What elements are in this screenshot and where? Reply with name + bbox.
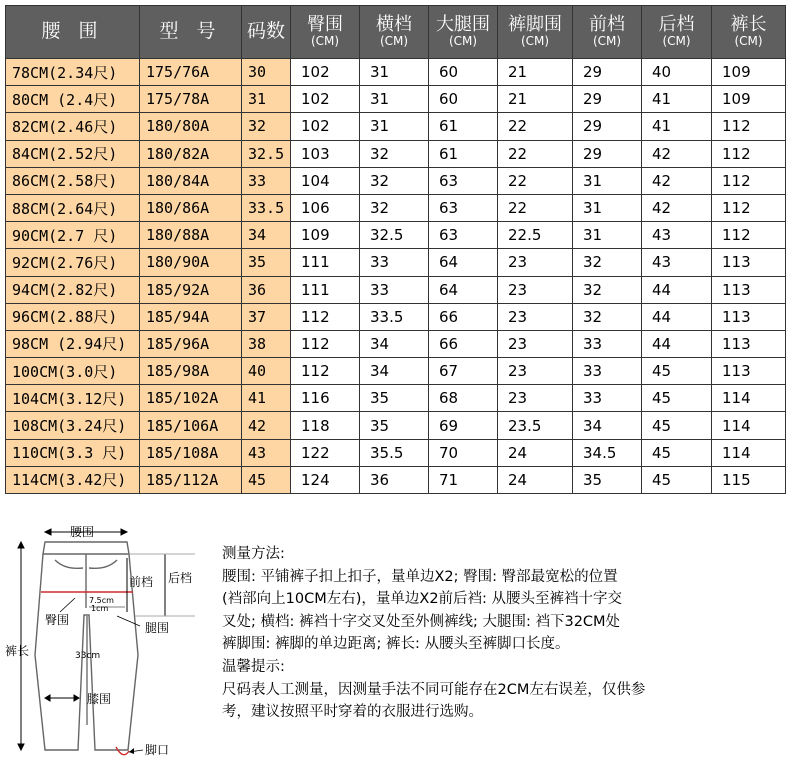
cell-crotch-width: 31 <box>360 86 429 113</box>
cell-code: 32 <box>242 113 291 140</box>
cell-hip: 103 <box>291 140 360 167</box>
back-rise-label: 后档 <box>168 571 193 585</box>
cell-thigh: 61 <box>429 113 498 140</box>
cell-model: 180/86A <box>140 194 242 221</box>
cell-waist: 82CM(2.46尺) <box>6 113 140 140</box>
cell-waist: 90CM(2.7 尺) <box>6 222 140 249</box>
cell-hem: 23 <box>498 249 573 276</box>
cell-back-rise: 43 <box>642 222 712 249</box>
cell-hip: 104 <box>291 167 360 194</box>
dim-7-5cm: 7.5cm <box>89 596 114 605</box>
cell-hem: 22 <box>498 194 573 221</box>
cell-thigh: 67 <box>429 358 498 385</box>
cell-front-rise: 29 <box>573 140 642 167</box>
cell-back-rise: 45 <box>642 412 712 439</box>
header-waist: 腰 围 <box>6 6 140 59</box>
tip-line-2: 考，建议按照平时穿着的衣服进行选购。 <box>222 704 483 721</box>
cell-crotch-width: 35.5 <box>360 439 429 466</box>
tip-line-1: 尺码表人工测量，因测量手法不同可能存在2CM左右误差，仅供参 <box>222 681 646 698</box>
cell-hip: 112 <box>291 330 360 357</box>
cell-waist: 98CM (2.94尺) <box>6 330 140 357</box>
cell-waist: 88CM(2.64尺) <box>6 194 140 221</box>
table-row <box>6 276 786 303</box>
cell-back-rise: 45 <box>642 385 712 412</box>
cell-code: 32.5 <box>242 140 291 167</box>
cell-hem: 24 <box>498 466 573 493</box>
cell-crotch-width: 32 <box>360 167 429 194</box>
cell-waist: 78CM(2.34尺) <box>6 59 140 86</box>
header-code: 码数 <box>242 6 291 59</box>
cell-back-rise: 42 <box>642 194 712 221</box>
cell-length: 113 <box>712 358 786 385</box>
cell-hem: 22 <box>498 140 573 167</box>
cell-waist: 92CM(2.76尺) <box>6 249 140 276</box>
cell-hip: 112 <box>291 358 360 385</box>
table-row <box>6 358 786 385</box>
cell-front-rise: 29 <box>573 113 642 140</box>
hem-label: 脚口 <box>145 743 170 757</box>
header-hip: 臀围 (CM) <box>291 6 360 59</box>
table-row <box>6 222 786 249</box>
cell-waist: 94CM(2.82尺) <box>6 276 140 303</box>
table-row <box>6 303 786 330</box>
cell-code: 38 <box>242 330 291 357</box>
cell-code: 37 <box>242 303 291 330</box>
cell-length: 114 <box>712 412 786 439</box>
cell-waist: 84CM(2.52尺) <box>6 140 140 167</box>
cell-hem: 21 <box>498 86 573 113</box>
cell-hem: 22.5 <box>498 222 573 249</box>
cell-crotch-width: 32.5 <box>360 222 429 249</box>
table-row <box>6 330 786 357</box>
cell-hem: 23 <box>498 276 573 303</box>
cell-thigh: 66 <box>429 330 498 357</box>
size-chart-table <box>5 5 786 494</box>
cell-model: 180/82A <box>140 140 242 167</box>
cell-waist: 100CM(3.0尺) <box>6 358 140 385</box>
cell-code: 35 <box>242 249 291 276</box>
cell-hem: 23 <box>498 358 573 385</box>
cell-length: 115 <box>712 466 786 493</box>
cell-hip: 102 <box>291 113 360 140</box>
cell-crotch-width: 33.5 <box>360 303 429 330</box>
cell-length: 112 <box>712 194 786 221</box>
cell-code: 45 <box>242 466 291 493</box>
cell-waist: 86CM(2.58尺) <box>6 167 140 194</box>
cell-model: 185/92A <box>140 276 242 303</box>
cell-waist: 114CM(3.42尺) <box>6 466 140 493</box>
knee-label: 膝围 <box>87 692 112 706</box>
header-crotch-width: 横档 (CM) <box>360 6 429 59</box>
cell-thigh: 60 <box>429 59 498 86</box>
cell-hem: 23 <box>498 330 573 357</box>
cell-thigh: 64 <box>429 249 498 276</box>
cell-hip: 116 <box>291 385 360 412</box>
cell-thigh: 63 <box>429 194 498 221</box>
cell-code: 30 <box>242 59 291 86</box>
cell-front-rise: 29 <box>573 59 642 86</box>
cell-front-rise: 31 <box>573 222 642 249</box>
cell-front-rise: 29 <box>573 86 642 113</box>
cell-length: 109 <box>712 86 786 113</box>
cell-front-rise: 35 <box>573 466 642 493</box>
header-back-rise: 后档 (CM) <box>642 6 712 59</box>
cell-back-rise: 45 <box>642 439 712 466</box>
cell-crotch-width: 34 <box>360 358 429 385</box>
table-body <box>6 59 786 494</box>
cell-hem: 23 <box>498 303 573 330</box>
header-front-rise: 前档 (CM) <box>573 6 642 59</box>
cell-hem: 22 <box>498 113 573 140</box>
cell-front-rise: 32 <box>573 303 642 330</box>
cell-length: 113 <box>712 249 786 276</box>
cell-thigh: 61 <box>429 140 498 167</box>
cell-hip: 118 <box>291 412 360 439</box>
cell-hip: 109 <box>291 222 360 249</box>
cell-length: 112 <box>712 140 786 167</box>
hem-line <box>116 747 129 755</box>
cell-hem: 21 <box>498 59 573 86</box>
cell-thigh: 69 <box>429 412 498 439</box>
table-row <box>6 194 786 221</box>
header-model: 型 号 <box>140 6 242 59</box>
table-row <box>6 113 786 140</box>
cell-length: 112 <box>712 167 786 194</box>
cell-front-rise: 34 <box>573 412 642 439</box>
cell-waist: 96CM(2.88尺) <box>6 303 140 330</box>
measurement-notes <box>222 543 782 724</box>
cell-back-rise: 40 <box>642 59 712 86</box>
header-length: 裤长 (CM) <box>712 6 786 59</box>
cell-code: 31 <box>242 86 291 113</box>
cell-front-rise: 33 <box>573 385 642 412</box>
cell-front-rise: 32 <box>573 249 642 276</box>
method-line-4: 裤脚围: 裤脚的单边距离; 裤长: 从腰头至裤脚口长度。 <box>222 636 570 653</box>
cell-back-rise: 41 <box>642 86 712 113</box>
table-row <box>6 167 786 194</box>
method-title: 测量方法: <box>222 546 285 562</box>
table-row <box>6 140 786 167</box>
cell-hip: 102 <box>291 86 360 113</box>
cell-code: 34 <box>242 222 291 249</box>
header-thigh: 大腿围 (CM) <box>429 6 498 59</box>
cell-crotch-width: 33 <box>360 249 429 276</box>
cell-length: 113 <box>712 330 786 357</box>
cell-thigh: 70 <box>429 439 498 466</box>
cell-crotch-width: 34 <box>360 330 429 357</box>
cell-model: 185/108A <box>140 439 242 466</box>
header-hem: 裤脚围 (CM) <box>498 6 573 59</box>
thigh-label: 腿围 <box>145 621 170 635</box>
cell-code: 33 <box>242 167 291 194</box>
cell-crotch-width: 31 <box>360 113 429 140</box>
cell-front-rise: 33 <box>573 330 642 357</box>
cell-hem: 23.5 <box>498 412 573 439</box>
cell-back-rise: 44 <box>642 303 712 330</box>
cell-model: 180/88A <box>140 222 242 249</box>
dim-33cm: 33cm <box>75 651 101 661</box>
cell-hip: 102 <box>291 59 360 86</box>
cell-code: 42 <box>242 412 291 439</box>
cell-hem: 22 <box>498 167 573 194</box>
cell-back-rise: 45 <box>642 466 712 493</box>
cell-length: 113 <box>712 303 786 330</box>
cell-model: 185/112A <box>140 466 242 493</box>
cell-hip: 106 <box>291 194 360 221</box>
cell-crotch-width: 36 <box>360 466 429 493</box>
cell-waist: 80CM (2.4尺) <box>6 86 140 113</box>
cell-code: 41 <box>242 385 291 412</box>
cell-model: 185/96A <box>140 330 242 357</box>
cell-thigh: 60 <box>429 86 498 113</box>
cell-front-rise: 31 <box>573 194 642 221</box>
table-row <box>6 466 786 493</box>
cell-front-rise: 33 <box>573 358 642 385</box>
cell-back-rise: 42 <box>642 140 712 167</box>
cell-length: 114 <box>712 439 786 466</box>
cell-crotch-width: 31 <box>360 59 429 86</box>
cell-length: 109 <box>712 59 786 86</box>
cell-back-rise: 42 <box>642 167 712 194</box>
cell-back-rise: 45 <box>642 358 712 385</box>
cell-crotch-width: 32 <box>360 194 429 221</box>
table-row <box>6 412 786 439</box>
dim-1cm: 1cm <box>91 604 109 613</box>
cell-length: 112 <box>712 222 786 249</box>
cell-model: 185/102A <box>140 385 242 412</box>
tip-title: 温馨提示: <box>222 658 285 675</box>
cell-back-rise: 44 <box>642 276 712 303</box>
pants-measurement-diagram <box>5 520 210 765</box>
front-rise-label: 前档 <box>129 575 154 589</box>
cell-back-rise: 44 <box>642 330 712 357</box>
table-row <box>6 86 786 113</box>
cell-front-rise: 31 <box>573 167 642 194</box>
cell-model: 180/80A <box>140 113 242 140</box>
cell-code: 33.5 <box>242 194 291 221</box>
table-header-row <box>6 6 786 59</box>
cell-thigh: 64 <box>429 276 498 303</box>
cell-length: 113 <box>712 276 786 303</box>
cell-waist: 108CM(3.24尺) <box>6 412 140 439</box>
cell-model: 185/94A <box>140 303 242 330</box>
cell-model: 180/84A <box>140 167 242 194</box>
cell-crotch-width: 35 <box>360 412 429 439</box>
waist-label: 腰围 <box>70 525 95 539</box>
cell-hip: 111 <box>291 276 360 303</box>
cell-model: 175/76A <box>140 59 242 86</box>
cell-crotch-width: 32 <box>360 140 429 167</box>
cell-code: 43 <box>242 439 291 466</box>
table-row <box>6 439 786 466</box>
table-row <box>6 249 786 276</box>
cell-front-rise: 32 <box>573 276 642 303</box>
cell-thigh: 68 <box>429 385 498 412</box>
pants-outline <box>35 542 138 750</box>
cell-front-rise: 34.5 <box>573 439 642 466</box>
method-line-2: (裆部向上10CM左右)，量单边X2前后裆: 从腰头至裤裆十字交 <box>222 591 623 608</box>
cell-code: 40 <box>242 358 291 385</box>
cell-thigh: 63 <box>429 167 498 194</box>
cell-hip: 111 <box>291 249 360 276</box>
knee-dimension <box>45 695 79 701</box>
cell-waist: 110CM(3.3 尺) <box>6 439 140 466</box>
length-label: 裤长 <box>5 644 30 658</box>
cell-model: 180/90A <box>140 249 242 276</box>
cell-model: 185/106A <box>140 412 242 439</box>
cell-hip: 122 <box>291 439 360 466</box>
cell-hip: 124 <box>291 466 360 493</box>
method-line-1: 腰围: 平铺裤子扣上扣子，量单边X2; 臀围: 臀部最宽松的位置 <box>222 568 618 585</box>
cell-waist: 104CM(3.12尺) <box>6 385 140 412</box>
cell-hip: 112 <box>291 303 360 330</box>
cell-hem: 24 <box>498 439 573 466</box>
cell-model: 175/78A <box>140 86 242 113</box>
cell-length: 114 <box>712 385 786 412</box>
cell-hem: 23 <box>498 385 573 412</box>
table-row <box>6 59 786 86</box>
cell-length: 112 <box>712 113 786 140</box>
cell-code: 36 <box>242 276 291 303</box>
method-line-3: 叉处; 横档: 裤裆十字交叉处至外侧裤线; 大腿围: 裆下32CM处 <box>222 613 621 630</box>
hip-label: 臀围 <box>45 613 70 627</box>
cell-back-rise: 41 <box>642 113 712 140</box>
cell-thigh: 63 <box>429 222 498 249</box>
cell-thigh: 71 <box>429 466 498 493</box>
cell-model: 185/98A <box>140 358 242 385</box>
cell-thigh: 66 <box>429 303 498 330</box>
cell-back-rise: 43 <box>642 249 712 276</box>
table-row <box>6 385 786 412</box>
cell-crotch-width: 33 <box>360 276 429 303</box>
cell-crotch-width: 35 <box>360 385 429 412</box>
